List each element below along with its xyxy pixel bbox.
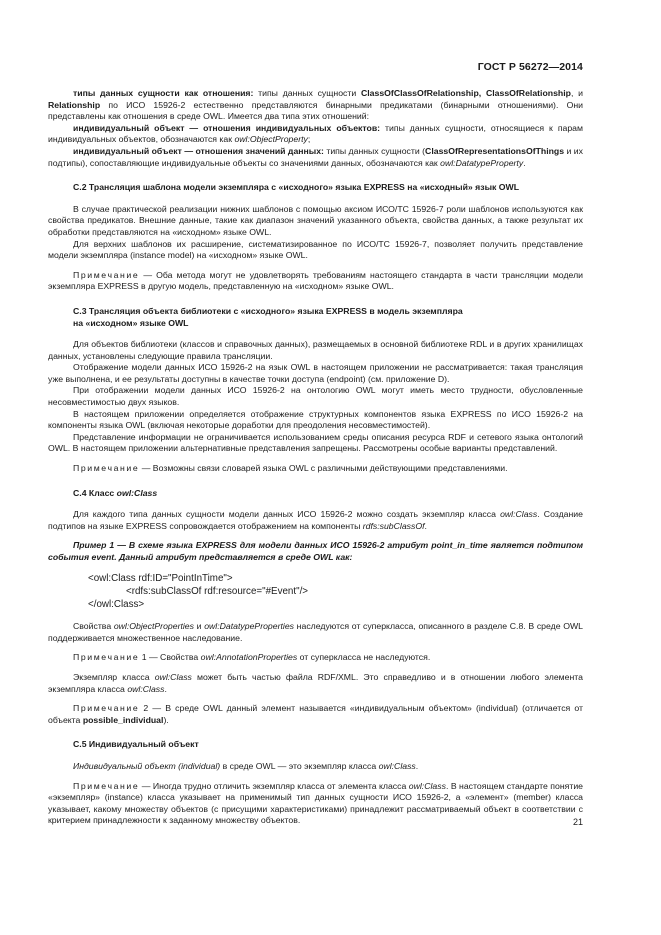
c4-paragraph-3: Экземпляр класса owl:Class может быть частью файла RDF/XML. Это справедливо и в отношении любого элемента экземпляра класса owl:Class. — [48, 671, 583, 694]
c4-note-1: Примечание 1 — Свойства owl:AnnotationProperties от суперкласса не наследуются. — [73, 652, 431, 663]
standard-header: ГОСТ Р 56272—2014 — [477, 61, 583, 73]
c3-paragraph-4: В настоящем приложении определяется отображение структурных компонентов языка EXPRESS по ИСО 15926-2 на компоненты языка OWL (включая некоторые доработки для преодоления несовместимостей). — [48, 408, 583, 431]
section-c4-heading: С.4 Класс owl:Class — [73, 487, 158, 498]
c3-paragraph-3: При отображении модели данных ИСО 15926-2 на онтологию OWL могут иметь место трудности, обусловленные несовместимостью двух языков. — [48, 385, 583, 408]
c3-note: Примечание — Возможны связи словарей языка OWL с различными действующими представлениями. — [73, 463, 508, 474]
code-line-3: </owl:Class> — [88, 599, 145, 610]
paragraph-relationship-types: типы данных сущности как отношения: типы данных сущности ClassOfClassOfRelationship, ClassOfRelationship, и Relationship по ИСО 15926-2 естественно представляются бинарными предикатами (бинарными отношениями). Они представлены как отношения в среде OWL. Имеется два типа этих отношений: — [48, 88, 583, 122]
section-c5-heading: С.5 Индивидуальный объект — [73, 739, 199, 750]
code-line-2: <rdfs:subClassOf rdf:resource="#Event"/> — [126, 585, 309, 597]
c2-paragraph-2: Для верхних шаблонов их расширение, систематизированное по ИСО/ТС 15926-7, позволяет получить представление модели экземпляра (instance model) на «исходном» языке OWL. — [48, 238, 583, 261]
page-number: 21 — [572, 817, 583, 827]
c5-paragraph-1: Индивидуальный объект (individual) в среде OWL — это экземпляр класса owl:Class. — [73, 760, 419, 771]
c4-note-2: Примечание 2 — В среде OWL данный элемент называется «индивидуальным объектом» (individual) (отличается от объекта possible_individual). — [48, 703, 583, 725]
c3-paragraph-2: Отображение модели данных ИСО 15926-2 на язык OWL в настоящем приложении не рассматривается: такая трансляция уже выполнена, и ее результаты доступны в качестве точки доступа (endpoint) (см. приложение D). — [48, 362, 583, 384]
c4-example-1: Пример 1 — В схеме языка EXPRESS для модели данных ИСО 15926-2 атрибут point_in_time является подтипом события event. Данный атрибут представляется в среде OWL как: — [48, 540, 583, 562]
code-line-1: <owl:Class rdf:ID="PointInTime"> — [88, 572, 233, 584]
c3-paragraph-1: Для объектов библиотеки (классов и справочных данных), размещаемых в основной библиотеке RDL и в других хранилищах данных, установлены следующие правила трансляции. — [48, 339, 583, 361]
document-body — [48, 88, 583, 827]
section-c3-heading: С.3 Трансляция объекта библиотеки с «исходного» языка EXPRESS в модель экземпляра на «исходном» языке OWL — [73, 305, 463, 328]
paragraph-datatype-property: индивидуальный объект — отношения значений данных: типы данных сущности (ClassOfRepresentationsOfThings и их подтипы), сопоставляющие индивидуальные объекты со значениями данных, обозначаются как owl:DatatypeProperty. — [48, 145, 583, 168]
c4-paragraph-1: Для каждого типа данных сущности модели данных ИСО 15926-2 можно создать экземпляр класса owl:Class. Создание подтипов на языке EXPRESS сопровождается отображением на компоненты rdfs:subClassOf. — [48, 509, 583, 531]
c3-paragraph-5: Представление информации не ограничивается использованием среды описания ресурса RDF и сетевого языка онтологий OWL. В настоящем приложении альтернативные представления запрещены. Рассмотрены особые варианты представлений. — [48, 431, 583, 454]
paragraph-object-property: индивидуальный объект — отношения индивидуальных объектов: типы данных сущности, относящиеся к парам индивидуальных объектов, обозначаются как owl:ObjectProperty; — [48, 122, 583, 145]
section-c2-heading: С.2 Трансляция шаблона модели экземпляра с «исходного» языка EXPRESS на «исходный» язык OWL — [73, 182, 520, 193]
c2-note: Примечание — Оба метода могут не удовлетворять требованиям настоящего стандарта в части трансляции модели экземпляра EXPRESS в другую модель, представленную на «исходном» языке OWL. — [48, 269, 583, 292]
owl-code-block — [48, 572, 583, 612]
c2-paragraph-1: В случае практической реализации нижних шаблонов с помощью аксиом ИСО/ТС 15926-7 роли шаблонов используются как свойства предикатов. Внешние данные, такие как диапазон значений указанного объекта, свойства данных, а также результат их обработки представляются на «исходном» языке OWL. — [48, 203, 583, 237]
c4-paragraph-2: Свойства owl:ObjectProperties и owl:DatatypeProperties наследуются от суперкласса, описанного в разделе С.8. В среде OWL поддерживается множественное наследование. — [48, 621, 583, 643]
c5-note: Примечание — Иногда трудно отличить экземпляр класса от элемента класса owl:Class. В настоящем стандарте понятие «экземпляр» (instance) класса указывает на применимый тип данных сущности ИСО 15926-2, а «элемент» (member) класса указывает, какому множеству объектов (с присущими характеристиками) принадлежит рассматриваемый объект в соответствии с критерием принадлежности к заданному множеству объектов. — [48, 780, 584, 826]
